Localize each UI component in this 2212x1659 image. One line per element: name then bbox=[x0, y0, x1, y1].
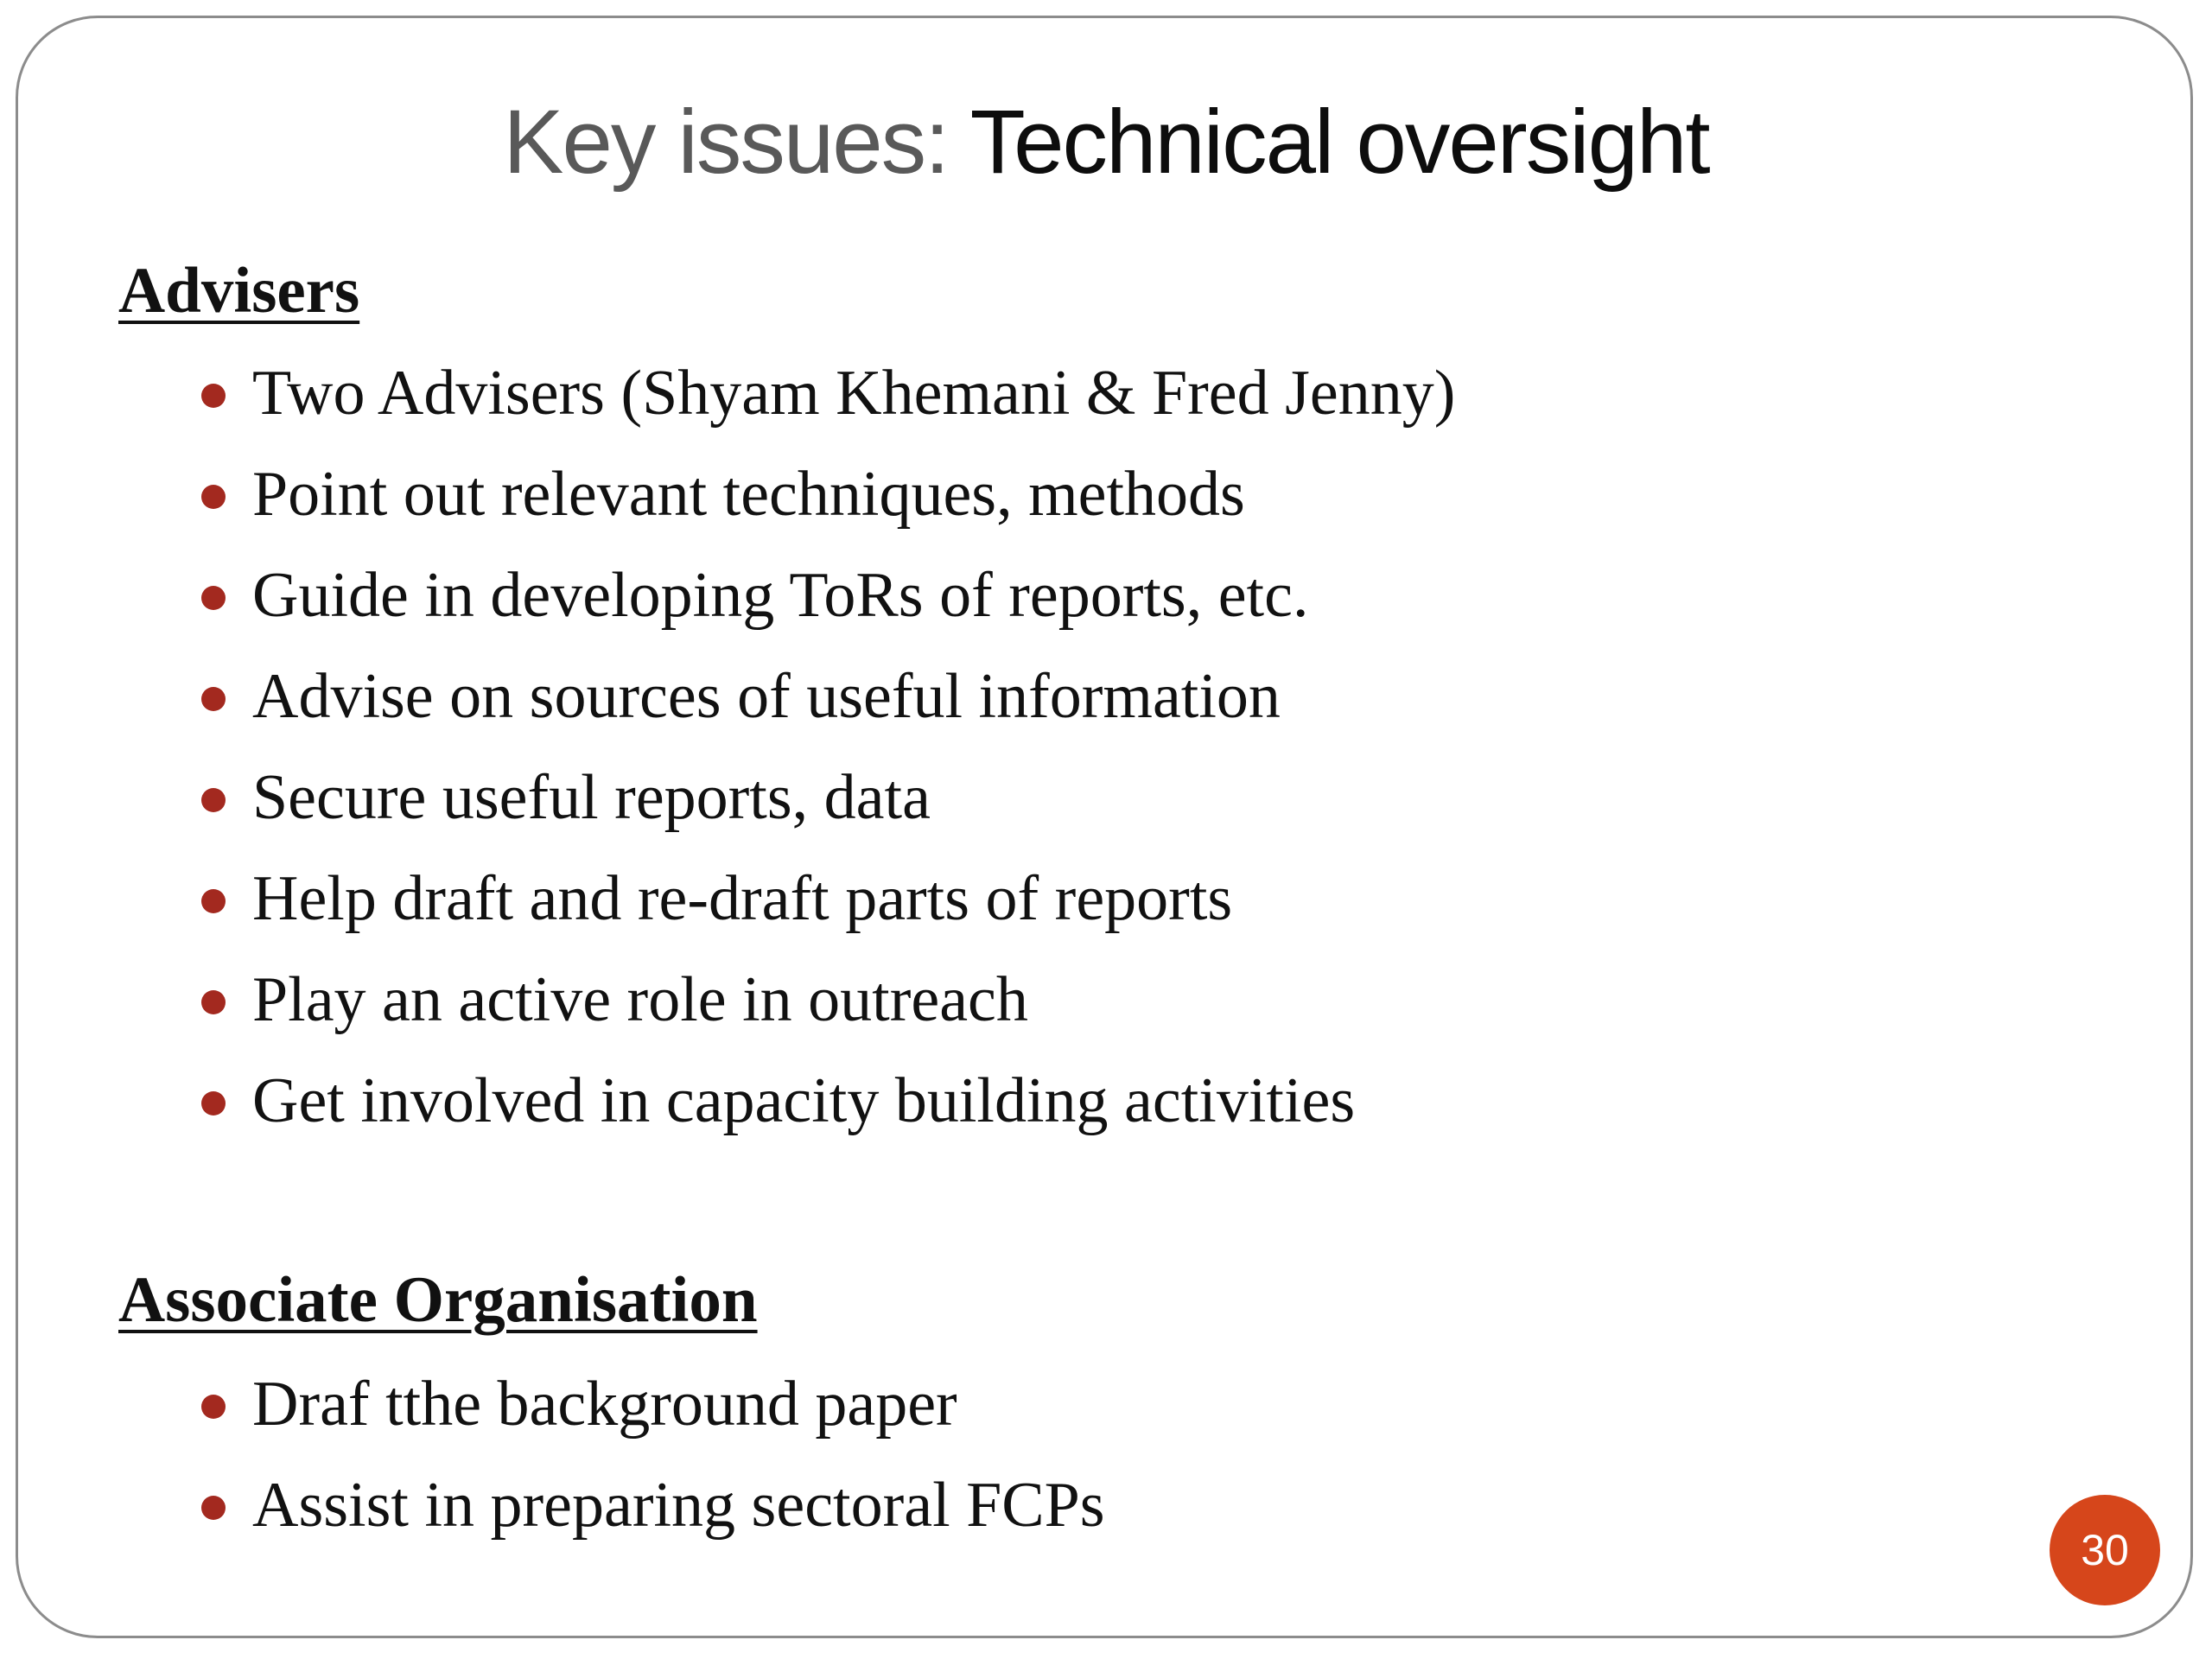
slide-title bbox=[0, 86, 2212, 199]
bullet-text: Play an active role in outreach bbox=[252, 964, 1028, 1035]
bullet-text: Guide in developing ToRs of reports, etc. bbox=[252, 560, 1309, 631]
bullet-text: Draf tthe background paper bbox=[252, 1369, 957, 1440]
bullet-dot-icon bbox=[201, 687, 226, 711]
bullet-text: Advise on sources of useful information bbox=[252, 661, 1281, 732]
bullet-text: Point out relevant techniques, methods bbox=[252, 459, 1245, 530]
bullet-dot-icon bbox=[201, 1496, 226, 1520]
bullet-dot-icon bbox=[201, 1091, 226, 1116]
section-heading-associate-organisation: Associate Organisation bbox=[118, 1264, 758, 1336]
bullet-dot-icon bbox=[201, 586, 226, 610]
bullet-dot-icon bbox=[201, 384, 226, 408]
bullet-dot-icon bbox=[201, 990, 226, 1014]
section-heading-advisers: Advisers bbox=[118, 255, 360, 327]
bullet-text: Get involved in capacity building activities bbox=[252, 1065, 1356, 1136]
bullet-dot-icon bbox=[201, 485, 226, 509]
bullet-dot-icon bbox=[201, 1395, 226, 1419]
title-prefix: Key issues: bbox=[503, 92, 970, 193]
bullet-text: Assist in preparing sectoral FCPs bbox=[252, 1470, 1105, 1541]
bullet-dot-icon bbox=[201, 788, 226, 812]
title-main: Technical oversight bbox=[969, 92, 1709, 193]
bullet-text: Two Advisers (Shyam Khemani & Fred Jenny) bbox=[252, 358, 1456, 429]
page-number-badge: 30 bbox=[2050, 1495, 2160, 1605]
bullet-text: Help draft and re-draft parts of reports bbox=[252, 863, 1233, 934]
bullet-text: Secure useful reports, data bbox=[252, 762, 931, 833]
bullet-dot-icon bbox=[201, 889, 226, 913]
